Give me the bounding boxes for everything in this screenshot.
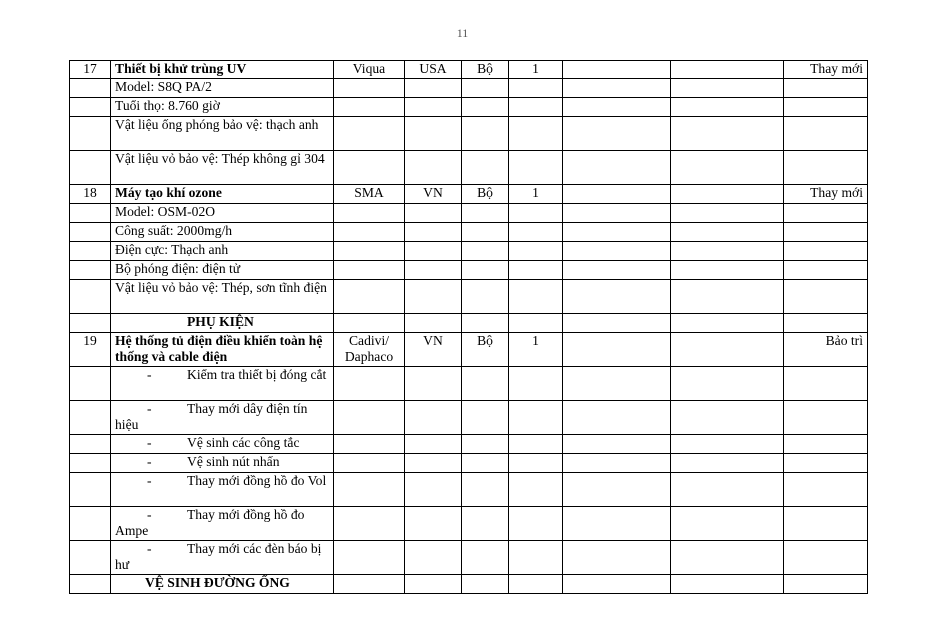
- empty-cell: [671, 79, 784, 98]
- unit-cell: [462, 314, 509, 333]
- origin-cell: [405, 454, 462, 473]
- description-cell: [111, 507, 334, 541]
- empty-cell: [563, 280, 671, 314]
- qty-cell: [509, 401, 563, 435]
- brand-cell: [334, 204, 405, 223]
- origin-cell: VN: [405, 185, 462, 204]
- brand-cell: [334, 261, 405, 280]
- qty-cell: 1: [509, 185, 563, 204]
- empty-cell: [563, 314, 671, 333]
- origin-cell: VN: [405, 333, 462, 367]
- unit-cell: [462, 223, 509, 242]
- qty-cell: [509, 204, 563, 223]
- brand-cell: [334, 575, 405, 594]
- origin-cell: [405, 507, 462, 541]
- description-text: Vệ sinh các công tắc: [187, 435, 300, 450]
- qty-cell: [509, 280, 563, 314]
- empty-cell: [563, 541, 671, 575]
- unit-cell: [462, 575, 509, 594]
- bullet-dash: -: [147, 507, 152, 522]
- empty-cell: [563, 333, 671, 367]
- equipment-table: [69, 60, 868, 594]
- description-cell: Hệ thống tủ điện điều khiển toàn hệ thống và cable điện: [111, 333, 334, 367]
- qty-cell: [509, 151, 563, 185]
- unit-cell: Bộ: [462, 61, 509, 79]
- empty-cell: [563, 98, 671, 117]
- note-cell: [784, 473, 868, 507]
- description-cell: Vật liệu ống phóng bảo vệ: thạch anh: [111, 117, 334, 151]
- brand-cell: [334, 98, 405, 117]
- empty-cell: [563, 435, 671, 454]
- origin-cell: [405, 575, 462, 594]
- empty-cell: [671, 98, 784, 117]
- bullet-dash: -: [147, 454, 152, 469]
- qty-cell: 1: [509, 61, 563, 79]
- unit-cell: [462, 367, 509, 401]
- brand-cell: [334, 454, 405, 473]
- description-cell: [111, 454, 334, 473]
- qty-cell: 1: [509, 333, 563, 367]
- note-cell: Thay mới: [784, 185, 868, 204]
- empty-cell: [671, 261, 784, 280]
- qty-cell: [509, 223, 563, 242]
- note-cell: [784, 314, 868, 333]
- brand-cell: [334, 79, 405, 98]
- stt-cell: [70, 98, 111, 117]
- empty-cell: [671, 401, 784, 435]
- note-cell: [784, 261, 868, 280]
- unit-cell: [462, 242, 509, 261]
- stt-cell: 19: [70, 333, 111, 367]
- origin-cell: [405, 401, 462, 435]
- table-row: [70, 261, 868, 280]
- description-cell: [111, 367, 334, 401]
- unit-cell: [462, 507, 509, 541]
- empty-cell: [563, 401, 671, 435]
- brand-cell: SMA: [334, 185, 405, 204]
- description-text: Thay mới đồng hồ đo Vol: [187, 473, 327, 488]
- stt-cell: [70, 79, 111, 98]
- description-text: Thay mới các đèn báo bị hư: [115, 541, 322, 572]
- stt-cell: [70, 367, 111, 401]
- stt-cell: [70, 223, 111, 242]
- empty-cell: [563, 61, 671, 79]
- table-row: [70, 454, 868, 473]
- empty-cell: [671, 575, 784, 594]
- brand-cell: [334, 223, 405, 242]
- origin-cell: [405, 314, 462, 333]
- brand-cell: Viqua: [334, 61, 405, 79]
- table-row: [70, 507, 868, 541]
- qty-cell: [509, 242, 563, 261]
- description-text: Thay mới đồng hồ đo Ampe: [115, 507, 305, 538]
- stt-cell: [70, 507, 111, 541]
- qty-cell: [509, 435, 563, 454]
- note-cell: Bảo trì: [784, 333, 868, 367]
- empty-cell: [671, 333, 784, 367]
- qty-cell: [509, 117, 563, 151]
- description-cell: Công suất: 2000mg/h: [111, 223, 334, 242]
- note-cell: [784, 454, 868, 473]
- page-number: 11: [456, 26, 469, 40]
- brand-cell: [334, 314, 405, 333]
- brand-cell: [334, 367, 405, 401]
- origin-cell: [405, 473, 462, 507]
- qty-cell: [509, 314, 563, 333]
- table-row: [70, 280, 868, 314]
- note-cell: [784, 117, 868, 151]
- table-row: [70, 242, 868, 261]
- origin-cell: [405, 261, 462, 280]
- description-cell: Vật liệu vỏ bảo vệ: Thép, sơn tĩnh điện: [111, 280, 334, 314]
- note-cell: [784, 242, 868, 261]
- stt-cell: [70, 117, 111, 151]
- table-row: [70, 473, 868, 507]
- brand-cell: [334, 541, 405, 575]
- stt-cell: [70, 575, 111, 594]
- origin-cell: USA: [405, 61, 462, 79]
- empty-cell: [563, 223, 671, 242]
- origin-cell: [405, 204, 462, 223]
- description-cell: Máy tạo khí ozone: [111, 185, 334, 204]
- table-row: [70, 223, 868, 242]
- stt-cell: [70, 204, 111, 223]
- note-cell: [784, 151, 868, 185]
- note-cell: [784, 280, 868, 314]
- table-row: [70, 314, 868, 333]
- unit-cell: [462, 473, 509, 507]
- table-row: [70, 435, 868, 454]
- bullet-dash: -: [147, 435, 152, 450]
- brand-cell: Cadivi/ Daphaco: [334, 333, 405, 367]
- qty-cell: [509, 507, 563, 541]
- table-row: [70, 79, 868, 98]
- empty-cell: [563, 575, 671, 594]
- brand-cell: [334, 242, 405, 261]
- empty-cell: [563, 151, 671, 185]
- stt-cell: 17: [70, 61, 111, 79]
- description-cell: Thiết bị khử trùng UV: [111, 61, 334, 79]
- table-row: [70, 575, 868, 594]
- origin-cell: [405, 280, 462, 314]
- description-text: Thay mới dây điện tín hiệu: [115, 401, 308, 432]
- note-cell: Thay mới: [784, 61, 868, 79]
- qty-cell: [509, 367, 563, 401]
- empty-cell: [671, 280, 784, 314]
- brand-cell: [334, 401, 405, 435]
- table-row: [70, 541, 868, 575]
- empty-cell: [671, 223, 784, 242]
- bullet-dash: -: [147, 367, 152, 382]
- qty-cell: [509, 575, 563, 594]
- bullet-dash: -: [147, 401, 152, 416]
- stt-cell: 18: [70, 185, 111, 204]
- qty-cell: [509, 261, 563, 280]
- note-cell: [784, 507, 868, 541]
- stt-cell: [70, 151, 111, 185]
- stt-cell: [70, 261, 111, 280]
- note-cell: [784, 541, 868, 575]
- note-cell: [784, 401, 868, 435]
- stt-cell: [70, 280, 111, 314]
- empty-cell: [563, 261, 671, 280]
- brand-cell: [334, 435, 405, 454]
- table-row: [70, 333, 868, 367]
- empty-cell: [671, 61, 784, 79]
- origin-cell: [405, 151, 462, 185]
- origin-cell: [405, 435, 462, 454]
- bullet-dash: -: [147, 541, 152, 556]
- unit-cell: [462, 79, 509, 98]
- note-cell: [784, 79, 868, 98]
- empty-cell: [671, 204, 784, 223]
- qty-cell: [509, 79, 563, 98]
- qty-cell: [509, 541, 563, 575]
- empty-cell: [671, 367, 784, 401]
- note-cell: [784, 435, 868, 454]
- unit-cell: Bộ: [462, 333, 509, 367]
- note-cell: [784, 575, 868, 594]
- stt-cell: [70, 454, 111, 473]
- empty-cell: [671, 314, 784, 333]
- table-row: [70, 117, 868, 151]
- table-row: [70, 401, 868, 435]
- empty-cell: [563, 79, 671, 98]
- stt-cell: [70, 473, 111, 507]
- description-text: Vệ sinh nút nhấn: [187, 454, 280, 469]
- origin-cell: [405, 541, 462, 575]
- note-cell: [784, 223, 868, 242]
- description-cell: VỆ SINH ĐƯỜNG ỐNG: [111, 575, 334, 594]
- unit-cell: [462, 280, 509, 314]
- origin-cell: [405, 242, 462, 261]
- origin-cell: [405, 367, 462, 401]
- note-cell: [784, 98, 868, 117]
- unit-cell: [462, 541, 509, 575]
- brand-cell: [334, 151, 405, 185]
- empty-cell: [671, 435, 784, 454]
- table-row: [70, 61, 868, 79]
- description-cell: PHỤ KIỆN: [111, 314, 334, 333]
- note-cell: [784, 367, 868, 401]
- empty-cell: [671, 507, 784, 541]
- brand-cell: [334, 117, 405, 151]
- description-text: Kiểm tra thiết bị đóng cắt: [187, 367, 327, 382]
- note-cell: [784, 204, 868, 223]
- unit-cell: [462, 261, 509, 280]
- empty-cell: [671, 151, 784, 185]
- description-cell: [111, 473, 334, 507]
- description-cell: Bộ phóng điện: điện tử: [111, 261, 334, 280]
- description-cell: [111, 435, 334, 454]
- empty-cell: [563, 473, 671, 507]
- empty-cell: [563, 185, 671, 204]
- description-cell: [111, 541, 334, 575]
- description-cell: Model: OSM-02O: [111, 204, 334, 223]
- brand-cell: [334, 280, 405, 314]
- stt-cell: [70, 242, 111, 261]
- empty-cell: [671, 242, 784, 261]
- description-cell: [111, 401, 334, 435]
- empty-cell: [671, 541, 784, 575]
- qty-cell: [509, 473, 563, 507]
- table-row: [70, 185, 868, 204]
- unit-cell: [462, 151, 509, 185]
- description-cell: Vật liệu vỏ bảo vệ: Thép không gỉ 304: [111, 151, 334, 185]
- unit-cell: [462, 454, 509, 473]
- empty-cell: [671, 473, 784, 507]
- origin-cell: [405, 98, 462, 117]
- table-row: [70, 151, 868, 185]
- description-cell: Tuổi thọ: 8.760 giờ: [111, 98, 334, 117]
- brand-cell: [334, 473, 405, 507]
- empty-cell: [671, 185, 784, 204]
- table-row: [70, 98, 868, 117]
- brand-cell: [334, 507, 405, 541]
- empty-cell: [563, 507, 671, 541]
- unit-cell: [462, 435, 509, 454]
- unit-cell: [462, 98, 509, 117]
- unit-cell: [462, 204, 509, 223]
- description-cell: Điện cực: Thạch anh: [111, 242, 334, 261]
- empty-cell: [671, 454, 784, 473]
- unit-cell: [462, 401, 509, 435]
- unit-cell: [462, 117, 509, 151]
- empty-cell: [563, 454, 671, 473]
- table-row: [70, 204, 868, 223]
- empty-cell: [563, 367, 671, 401]
- bullet-dash: -: [147, 473, 152, 488]
- empty-cell: [563, 242, 671, 261]
- empty-cell: [671, 117, 784, 151]
- stt-cell: [70, 541, 111, 575]
- qty-cell: [509, 98, 563, 117]
- empty-cell: [563, 117, 671, 151]
- origin-cell: [405, 117, 462, 151]
- stt-cell: [70, 435, 111, 454]
- origin-cell: [405, 79, 462, 98]
- description-cell: Model: S8Q PA/2: [111, 79, 334, 98]
- empty-cell: [563, 204, 671, 223]
- table-row: [70, 367, 868, 401]
- stt-cell: [70, 314, 111, 333]
- unit-cell: Bộ: [462, 185, 509, 204]
- origin-cell: [405, 223, 462, 242]
- qty-cell: [509, 454, 563, 473]
- stt-cell: [70, 401, 111, 435]
